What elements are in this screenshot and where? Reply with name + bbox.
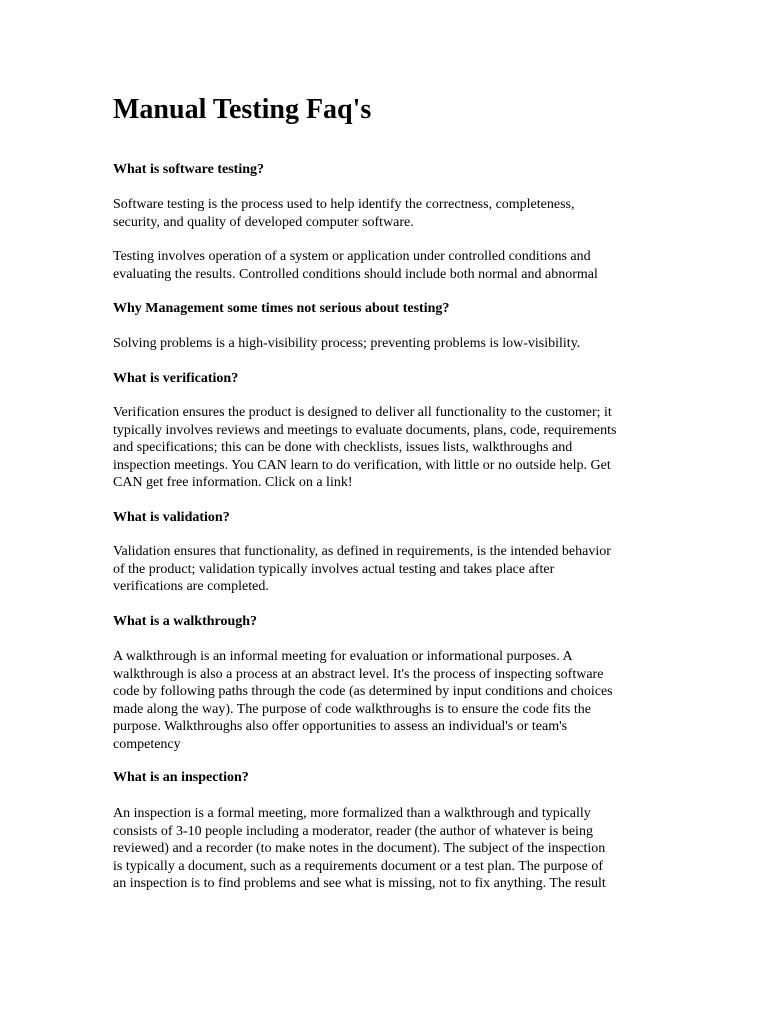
text-line: and specifications; this can be done with checklists, issues lists, walkthroughs and	[113, 440, 573, 456]
text-line: walkthrough is also a process at an abstract level. It's the process of inspecting software	[113, 666, 604, 682]
text-line: typically involves reviews and meetings to evaluate documents, plans, code, requirements	[113, 422, 617, 438]
faq-answer-paragraph	[113, 404, 659, 492]
text-line: security, and quality of developed computer software.	[113, 214, 414, 230]
text-line: Verification ensures the product is designed to deliver all functionality to the customer; it	[113, 405, 612, 420]
faq-answer-paragraph	[113, 543, 659, 596]
text-line: Solving problems is a high-visibility process; preventing problems is low-visibility.	[113, 336, 581, 351]
text-line: competency	[113, 736, 181, 752]
document-title: Manual Testing Faq's	[113, 94, 372, 125]
faq-question: What is validation?	[113, 510, 230, 525]
text-line: made along the way). The purpose of code walkthroughs is to ensure the code fits the	[113, 701, 591, 717]
text-line: Testing involves operation of a system or application under controlled conditions and	[113, 249, 591, 264]
faq-question: What is verification?	[113, 371, 239, 386]
text-line: is typically a document, such as a requirements document or a test plan. The purpose of	[113, 858, 603, 874]
faq-question: What is an inspection?	[113, 770, 249, 785]
text-line: CAN get free information. Click on a link!	[113, 475, 353, 491]
text-line: verifications are completed.	[113, 579, 269, 595]
faq-answer-paragraph	[113, 196, 659, 231]
text-line: inspection meetings. You CAN learn to do verification, with little or no outside help. Get	[113, 457, 611, 473]
text-line: An inspection is a formal meeting, more formalized than a walkthrough and typically	[113, 806, 591, 821]
text-line: consists of 3-10 people including a moderator, reader (the author of whatever is being	[113, 823, 593, 839]
text-line: Software testing is the process used to help identify the correctness, completeness,	[113, 197, 575, 212]
faq-question: Why Management some times not serious about testing?	[113, 301, 450, 316]
faq-answer-paragraph	[113, 805, 659, 893]
text-line: purpose. Walkthroughs also offer opportunities to assess an individual's or team's	[113, 719, 568, 735]
faq-question: What is a walkthrough?	[113, 614, 258, 629]
faq-answer-paragraph	[113, 335, 659, 353]
text-line: reviewed) and a recorder (to make notes in the document). The subject of the inspection	[113, 841, 606, 857]
text-line: of the product; validation typically involves actual testing and takes place after	[113, 561, 555, 577]
text-line: A walkthrough is an informal meeting for evaluation or informational purposes. A	[113, 649, 573, 664]
text-line: code by following paths through the code (as determined by input conditions and choices	[113, 684, 613, 700]
text-line: Validation ensures that functionality, as defined in requirements, is the intended behavior	[113, 544, 611, 559]
text-line: an inspection is to find problems and see what is missing, not to fix anything. The result	[113, 876, 606, 892]
text-line: evaluating the results. Controlled conditions should include both normal and abnormal	[113, 266, 598, 282]
faq-answer-paragraph	[113, 248, 659, 283]
faq-question: What is software testing?	[113, 162, 265, 177]
faq-answer-paragraph	[113, 648, 659, 754]
